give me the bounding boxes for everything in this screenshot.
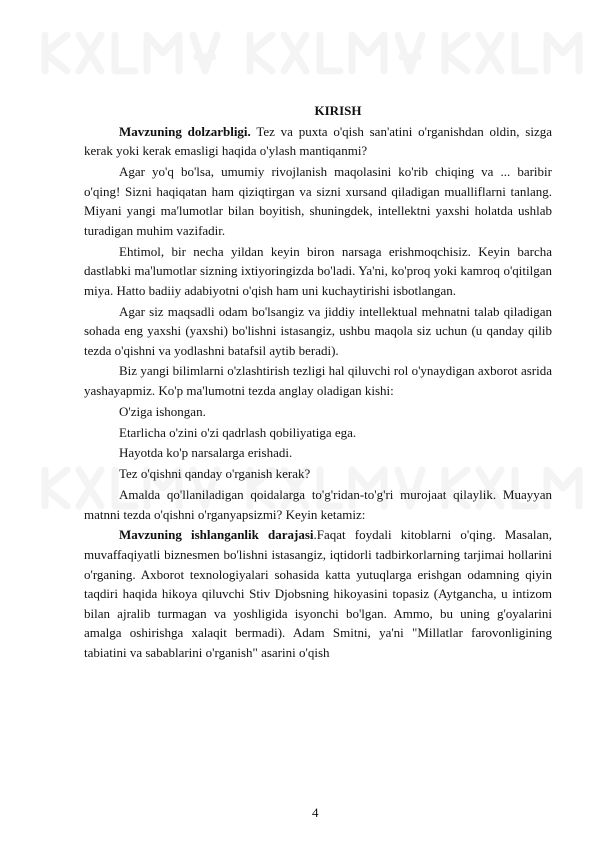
paragraph-lead: Mavzuning dolzarbligi. [119,123,251,139]
paragraph-text: Agar yo'q bo'lsa, umumiy rivojlanish maqolasini ko'rib chiqing va ... baribir o'qing! Sizni haqiqatan ham qiziqtirgan va sizni xursand qiladigan mualliflarni tanlang. Miyani yangi ma'lumotlar bilan boyitish, shuningdek, intellektni yaxshi holatda ushlab turadigan muhim vazifadir. [84,163,552,238]
paragraph-text: Tez o'qishni qanday o'rganish kerak? [119,466,311,482]
paragraph [84,485,552,524]
paragraph-relevance [84,122,552,161]
paragraph-text: O'ziga ishongan. [119,403,206,419]
page-number: 4 [312,805,319,820]
paragraph-text: Agar siz maqsadli odam bo'lsangiz va jiddiy intellektual mehnatni talab qiladigan sohada eng yaxshi (yaxshi) bo'lishni istasangiz, ushbu maqola siz uchun (u qanday qilib tezda o'qishni va yodlashni batafsil aytib beradi). [84,303,552,358]
paragraph [84,162,552,240]
list-line [84,423,552,443]
paragraph-text: .Faqat foydali kitoblarni o'qing. Masalan, muvaffaqiyatli biznesmen bo'lishni istasangiz, iqtidorli tadbirkorlarning tarjimai hollarini o'rganing. Axborot texnologiyalari sohasida katta yutuqlarga erishgan odamning qiyin taqdiri haqida hikoya qiluvchi Stiv Djobsning hikoyasini topasiz (Aytgancha, u intizom bilan ajralib turmagan va yoshligida isyonchi bo'lgan. Ammo, bu uning g'oyalarini amalga oshirishga xalaqit bermadi). Adam Smitni, ya'ni "Millatlar farovonligining tabiatini va sabablarini o'rganish" asarini o'qish [84,527,552,660]
paragraph-text: Etarlicha o'zini o'zi qadrlash qobiliyatiga ega. [119,424,357,440]
paragraph-text: Biz yangi bilimlarni o'zlashtirish tezligi hal qiluvchi rol o'ynaydigan axborot asrida yashayapmiz. Ko'p ma'lumotni tezda anglay oladigan kishi: [84,363,552,399]
list-line [84,402,552,422]
paragraph-lead: Mavzuning ishlanganlik darajasi [119,527,314,543]
paragraph-text: Amalda qo'llaniladigan qoidalarga to'g'ridan-to'g'ri murojaat qilaylik. Muayyan matnni tezda o'qishni o'rganyapsizmi? Keyin ketamiz: [84,486,552,522]
paragraph [84,242,552,301]
paragraph-text: Tez va puxta o'qish san'atini o'rganishdan oldin, sizga kerak yoki kerak emasligi haqida o'ylash mantiqanmi? [84,123,552,159]
list-line [84,443,552,463]
paragraph-development-level [84,525,552,662]
section-heading: KIRISH [314,103,362,118]
paragraph [84,302,552,361]
paragraph-text: Hayotda ko'p narsalarga erishadi. [119,445,293,461]
question-line [84,464,552,484]
paragraph-text: Ehtimol, bir necha yildan keyin biron narsaga erishmoqchisiz. Keyin barcha dastlabki ma'lumotlar sizning ixtiyoringizda bo'ladi. Ya'ni, ko'proq yoki kamroq o'qitilgan miya. Hatto badiiy adabiyotni o'qish ham uni kuchaytirishi isbotlangan. [84,243,552,298]
document-body [84,101,552,664]
paragraph [84,361,552,400]
